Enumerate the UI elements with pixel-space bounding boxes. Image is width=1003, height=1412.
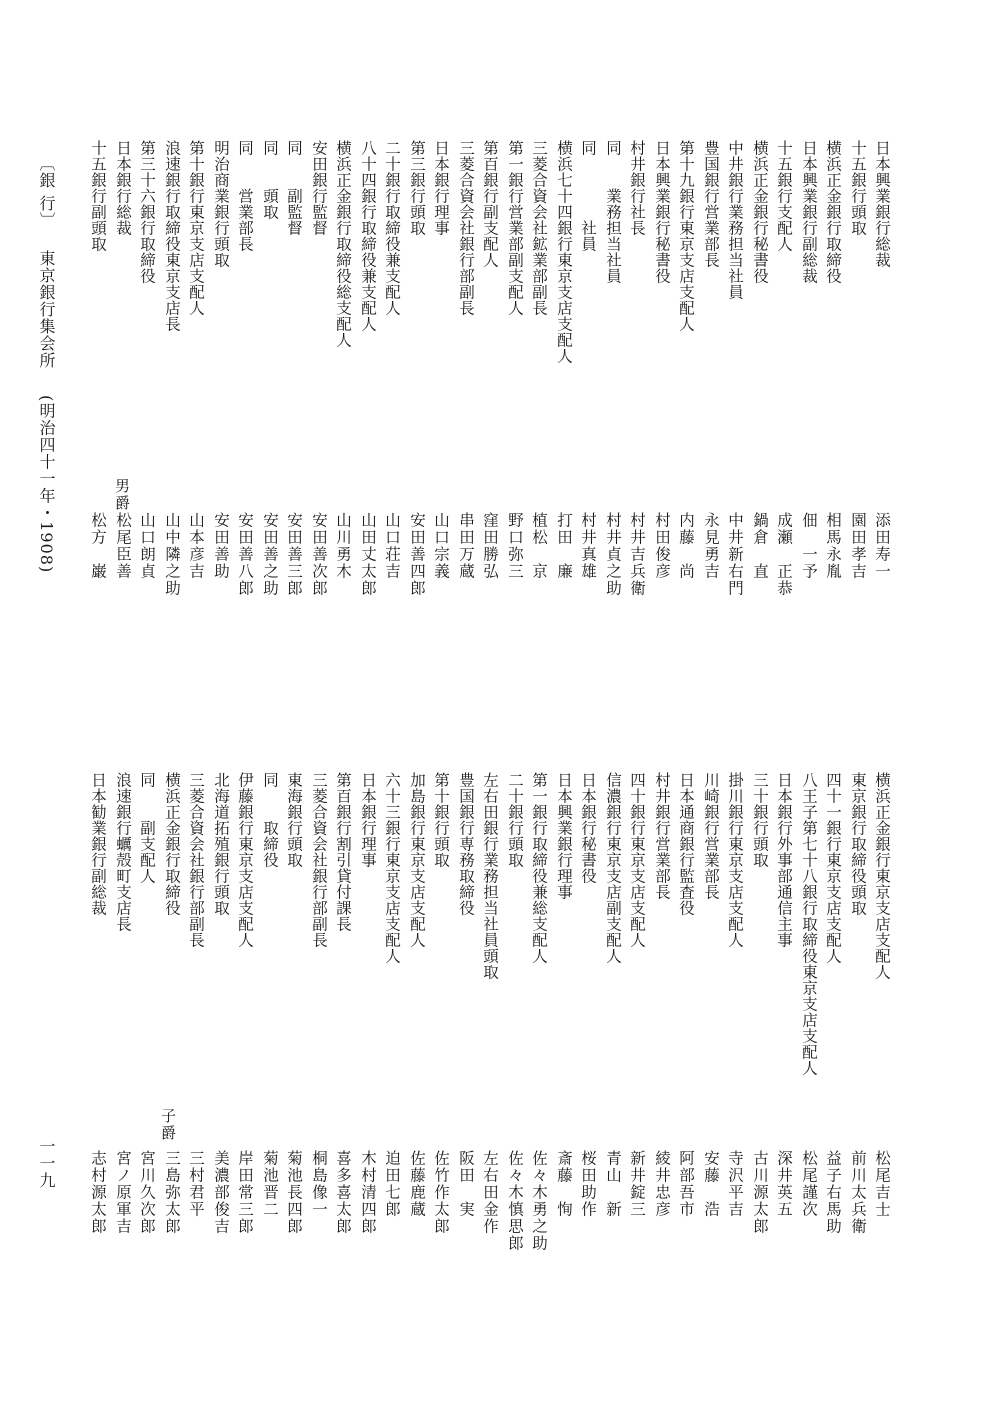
upper-entry-name: 野口弥三 — [506, 512, 524, 580]
lower-entry-name: 美濃部俊吉 — [212, 1150, 230, 1235]
section-category: 〔銀 行〕 — [37, 155, 56, 230]
upper-entry-role: 同 副監督 — [285, 140, 303, 236]
lower-entry-role: 二十銀行頭取 — [506, 772, 524, 868]
lower-entry-name: 迫田七郎 — [383, 1150, 401, 1218]
baron-marker: 男爵 — [113, 478, 131, 512]
upper-entry-role: 日本銀行総裁 — [114, 140, 132, 236]
lower-entry-name: 佐竹作太郎 — [432, 1150, 450, 1235]
upper-entry-role: 日本銀行理事 — [432, 140, 450, 236]
upper-entry-name: 安田善三郎 — [285, 512, 303, 597]
upper-entry-role: 横浜七十四銀行東京支店支配人 — [555, 140, 573, 364]
upper-entry-role: 第三銀行頭取 — [408, 140, 426, 236]
upper-entry-name: 園田孝吉 — [849, 512, 867, 580]
lower-entry-role: 北海道拓殖銀行頭取 — [212, 772, 230, 916]
lower-entry-name: 岸田常三郎 — [236, 1150, 254, 1235]
upper-entry-name: 永見勇吉 — [702, 512, 720, 580]
lower-entry-role: 村井銀行営業部長 — [653, 772, 671, 900]
upper-entry-role: 中井銀行業務担当社員 — [726, 140, 744, 300]
upper-entry-name: 成瀬 正恭 — [775, 512, 793, 597]
upper-entry-name: 山中隣之助 — [163, 512, 181, 597]
lower-entry-role: 六十三銀行東京支店支配人 — [383, 772, 401, 964]
upper-entry-name: 山口荘吉 — [383, 512, 401, 580]
upper-entry-name: 山口朗貞 — [138, 512, 156, 580]
upper-entry-role: 村井銀行社長 — [628, 140, 646, 236]
lower-entry-name: 宮川久次郎 — [138, 1150, 156, 1235]
lower-entry-role: 信濃銀行東京支店副支配人 — [604, 772, 622, 964]
upper-entry-role: 同 業務担当社員 — [604, 140, 622, 284]
upper-entry-role: 横浜正金銀行取締役総支配人 — [334, 140, 352, 348]
lower-entry-role: 日本銀行外事部通信主事 — [775, 772, 793, 948]
upper-entry-role: 第十銀行東京支店支配人 — [187, 140, 205, 316]
lower-entry-role: 東海銀行頭取 — [285, 772, 303, 868]
lower-entry-role: 第十銀行頭取 — [432, 772, 450, 868]
upper-entry-role: 同 営業部長 — [236, 140, 254, 252]
upper-entry-role: 十五銀行副頭取 — [89, 140, 107, 252]
upper-entry-name: 串田万蔵 — [457, 512, 475, 580]
lower-entry-name: 阪田 実 — [457, 1150, 475, 1218]
upper-entry-role: 第三十六銀行取締役 — [138, 140, 156, 284]
upper-entry-role: 十五銀行支配人 — [775, 140, 793, 252]
lower-entry-name: 寺沢平吉 — [726, 1150, 744, 1218]
lower-entry-role: 日本興業銀行理事 — [555, 772, 573, 900]
upper-entry-role: 三菱合資会社銀行部副長 — [457, 140, 475, 316]
lower-entry-role: 八王子第七十八銀行取締役東京支店支配人 — [800, 772, 818, 1076]
lower-entry-name: 喜多喜太郎 — [334, 1150, 352, 1235]
upper-entry-name: 村井貞之助 — [604, 512, 622, 597]
lower-entry-name: 阿部吾市 — [677, 1150, 695, 1218]
lower-entry-role: 浪速銀行蠣殻町支店長 — [114, 772, 132, 932]
upper-entry-name: 打田 廉 — [555, 512, 573, 580]
upper-entry-name: 内藤 尚 — [677, 512, 695, 580]
lower-entry-role: 四十一銀行東京支店支配人 — [824, 772, 842, 964]
upper-entry-name: 山田丈太郎 — [359, 512, 377, 597]
upper-entry-role: 第百銀行副支配人 — [481, 140, 499, 268]
lower-entry-name: 新井錠三 — [628, 1150, 646, 1218]
lower-entry-role: 四十銀行東京支店支配人 — [628, 772, 646, 948]
lower-entry-role: 第一銀行取締役兼総支配人 — [530, 772, 548, 964]
lower-entry-role: 東京銀行取締役頭取 — [849, 772, 867, 916]
upper-entry-role: 第一銀行営業部副支配人 — [506, 140, 524, 316]
upper-entry-role: 浪速銀行取締役東京支店長 — [163, 140, 181, 332]
lower-entry-role: 横浜正金銀行東京支店支配人 — [873, 772, 891, 980]
lower-entry-name: 佐藤鹿蔵 — [408, 1150, 426, 1218]
upper-entry-name: 山本彦吉 — [187, 512, 205, 580]
upper-entry-name: 村井真雄 — [579, 512, 597, 580]
upper-entry-role: 日本興業銀行秘書役 — [653, 140, 671, 284]
upper-entry-name: 松尾臣善 — [114, 512, 132, 580]
lower-entry-name: 三村君平 — [187, 1150, 205, 1218]
upper-entry-name: 佃 一予 — [800, 512, 818, 580]
page-number: 一一九 — [37, 1138, 56, 1189]
lower-entry-name: 松尾謹次 — [800, 1150, 818, 1218]
upper-entry-role: 八十四銀行取締役兼支配人 — [359, 140, 377, 332]
upper-entry-role: 三菱合資会社鉱業部副長 — [530, 140, 548, 316]
lower-entry-role: 豊国銀行専務取締役 — [457, 772, 475, 916]
lower-entry-role: 三菱合資会社銀行部副長 — [310, 772, 328, 948]
upper-entry-name: 山口宗義 — [432, 512, 450, 580]
upper-entry-name: 村井吉兵衛 — [628, 512, 646, 597]
upper-entry-role: 日本興業銀行副総裁 — [800, 140, 818, 284]
upper-entry-role: 十五銀行頭取 — [849, 140, 867, 236]
upper-entry-name: 松方 巌 — [89, 512, 107, 580]
lower-entry-role: 伊藤銀行東京支店支配人 — [236, 772, 254, 948]
upper-entry-name: 安田善之助 — [261, 512, 279, 597]
upper-entry-name: 添田寿一 — [873, 512, 891, 580]
upper-entry-role: 同 社員 — [579, 140, 597, 252]
lower-entry-name: 青山 新 — [604, 1150, 622, 1218]
upper-entry-role: 横浜正金銀行取締役 — [824, 140, 842, 284]
lower-entry-name: 松尾吉士 — [873, 1150, 891, 1218]
upper-entry-role: 安田銀行監督 — [310, 140, 328, 236]
upper-entry-name: 安田善次郎 — [310, 512, 328, 597]
upper-entry-role: 日本興業銀行総裁 — [873, 140, 891, 268]
upper-entry-name: 窪田勝弘 — [481, 512, 499, 580]
lower-entry-role: 同 副支配人 — [138, 772, 156, 884]
page-title: 東京銀行集会所 — [37, 250, 56, 369]
page-date: (明治四十一年・1908) — [37, 395, 56, 574]
lower-entry-name: 左右田金作 — [481, 1150, 499, 1235]
lower-entry-role: 掛川銀行東京支店支配人 — [726, 772, 744, 948]
lower-entry-role: 日本通商銀行監査役 — [677, 772, 695, 916]
upper-entry-name: 安田善助 — [212, 512, 230, 580]
upper-entry-name: 植松 京 — [530, 512, 548, 580]
upper-entry-role: 同 頭取 — [261, 140, 279, 220]
lower-entry-name: 志村源太郎 — [89, 1150, 107, 1235]
upper-entry-name: 安田善八郎 — [236, 512, 254, 597]
upper-entry-name: 中井新右門 — [726, 512, 744, 597]
lower-entry-name: 益子右馬助 — [824, 1150, 842, 1235]
upper-entry-role: 明治商業銀行頭取 — [212, 140, 230, 268]
lower-entry-name: 斎藤 恂 — [555, 1150, 573, 1218]
upper-entry-role: 豊国銀行営業部長 — [702, 140, 720, 268]
lower-entry-name: 綾井忠彦 — [653, 1150, 671, 1218]
lower-entry-role: 横浜正金銀行取締役 — [163, 772, 181, 916]
lower-entry-role: 同 取締役 — [261, 772, 279, 868]
lower-entry-name: 前川太兵衛 — [849, 1150, 867, 1235]
upper-entry-role: 横浜正金銀行秘書役 — [751, 140, 769, 284]
lower-entry-role: 加島銀行東京支店支配人 — [408, 772, 426, 948]
lower-entry-role: 日本勧業銀行副総裁 — [89, 772, 107, 916]
upper-entry-name: 相馬永胤 — [824, 512, 842, 580]
lower-entry-name: 桐島像一 — [310, 1150, 328, 1218]
lower-entry-name: 佐々木勇之助 — [530, 1150, 548, 1252]
lower-entry-name: 菊池長四郎 — [285, 1150, 303, 1235]
viscount-marker: 子爵 — [159, 1108, 177, 1142]
lower-entry-name: 桜田助作 — [579, 1150, 597, 1218]
lower-entry-role: 左右田銀行業務担当社員頭取 — [481, 772, 499, 980]
lower-entry-name: 菊池晋二 — [261, 1150, 279, 1218]
upper-entry-name: 山川勇木 — [334, 512, 352, 580]
lower-entry-role: 三菱合資会社銀行部副長 — [187, 772, 205, 948]
lower-entry-name: 宮ノ原軍吉 — [114, 1150, 132, 1235]
lower-entry-name: 三島弥太郎 — [163, 1150, 181, 1235]
lower-entry-role: 川崎銀行営業部長 — [702, 772, 720, 900]
lower-entry-role: 三十銀行頭取 — [751, 772, 769, 868]
upper-entry-name: 鍋倉 直 — [751, 512, 769, 580]
lower-entry-role: 日本銀行理事 — [359, 772, 377, 868]
lower-entry-role: 日本銀行秘書役 — [579, 772, 597, 884]
upper-entry-role: 第十九銀行東京支店支配人 — [677, 140, 695, 332]
upper-entry-name: 村田俊彦 — [653, 512, 671, 580]
lower-entry-name: 古川源太郎 — [751, 1150, 769, 1235]
lower-entry-name: 木村清四郎 — [359, 1150, 377, 1235]
lower-entry-name: 安藤 浩 — [702, 1150, 720, 1218]
lower-entry-name: 佐々木慎思郎 — [506, 1150, 524, 1252]
upper-entry-name: 安田善四郎 — [408, 512, 426, 597]
lower-entry-role: 第百銀行割引貸付課長 — [334, 772, 352, 932]
lower-entry-name: 深井英五 — [775, 1150, 793, 1218]
upper-entry-role: 二十銀行取締役兼支配人 — [383, 140, 401, 316]
